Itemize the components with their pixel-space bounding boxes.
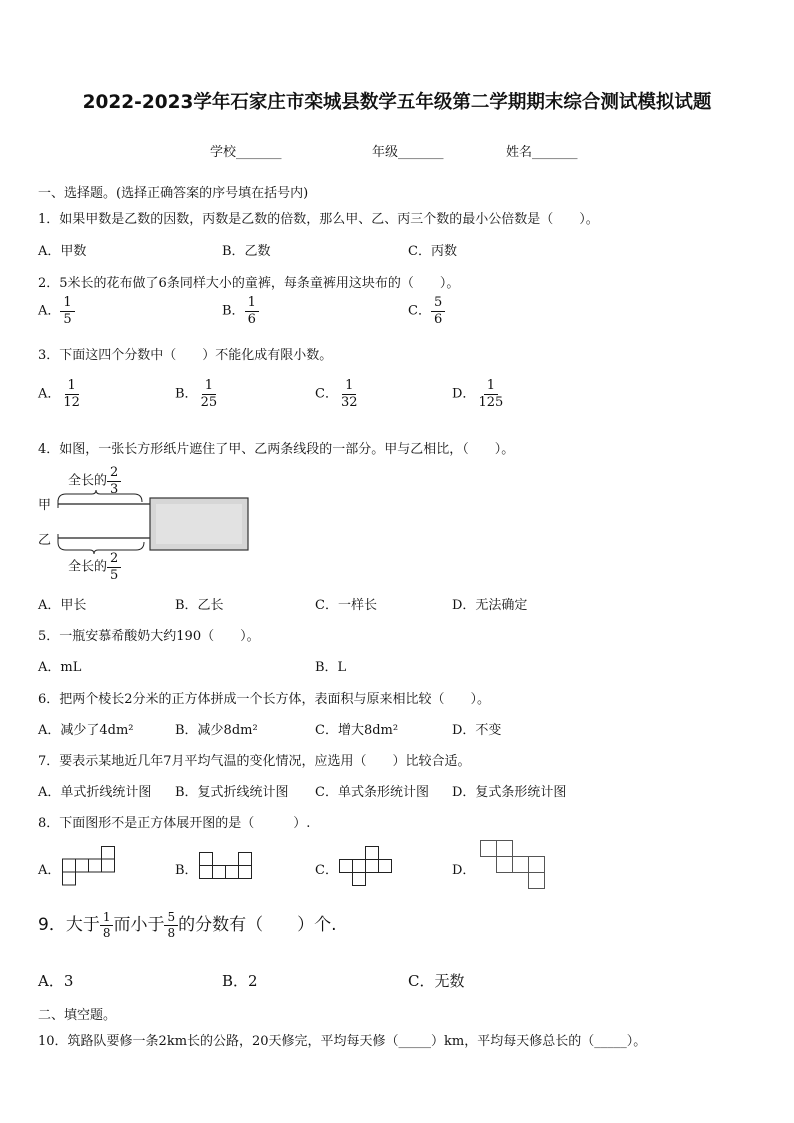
q8-net-a: [62, 846, 118, 886]
q4-option-a: A．甲长: [38, 598, 87, 613]
q8-option-d-label: D．: [452, 863, 476, 878]
q8-option-c-label: C．: [315, 863, 338, 878]
q5-option-b: B．L: [315, 660, 347, 675]
q9-option-c: C．无数: [408, 972, 465, 990]
q8-option-a-label: A．: [38, 863, 61, 878]
q1-option-b: B．乙数: [222, 244, 271, 259]
q8-option-b-label: B．: [175, 863, 198, 878]
q9-option-b: B．2: [222, 972, 258, 990]
q7-option-a: A．单式折线统计图: [38, 785, 152, 800]
q4-label-jia: 甲: [38, 498, 52, 513]
q3-stem: 3．下面这四个分数中（ ）不能化成有限小数。: [38, 348, 333, 363]
q8-net-c: [339, 846, 395, 888]
q2-option-a: A． $\frac{1}{5}$: [38, 296, 75, 326]
q8-stem: 8．下面图形不是正方体展开图的是（ ）.: [38, 816, 311, 831]
q6-option-a: A．减少了4dm²: [38, 723, 134, 738]
q1-option-a: A．甲数: [38, 244, 87, 259]
q9-option-a: A．3: [38, 972, 74, 990]
q4-top-label: 全长的 $\frac{2}{3}$: [68, 466, 121, 496]
q2-option-c: C． $\frac{5}{6}$: [408, 296, 445, 326]
q4-segment-figure: [38, 466, 258, 581]
q6-option-c: C．增大8dm²: [315, 723, 399, 738]
q3-option-d: D． $\frac{1}{125}$: [452, 378, 504, 410]
q9-stem: 9．大于 $\frac{1}{8}$ 而小于 $\frac{5}{8}$ 的分数有（ ）个.: [38, 909, 337, 940]
page-title: 2022-2023学年石家庄市栾城县数学五年级第二学期期末综合测试模拟试题: [82, 92, 712, 113]
q6-option-d: D．不变: [452, 723, 502, 738]
q10-stem: 10．筑路队要修一条2km长的公路，20天修完，平均每天修（_____）km，平均每天修总长的（_____）。: [38, 1034, 647, 1049]
q6-option-b: B．减少8dm²: [175, 723, 258, 738]
q8-net-d: [480, 840, 548, 892]
q1-option-c: C．丙数: [408, 244, 457, 259]
q6-stem: 6．把两个棱长2分米的正方体拼成一个长方体，表面积与原来相比较（ ）。: [38, 692, 491, 707]
school-field: 学校_______: [210, 145, 282, 160]
section-fill-heading: 二、填空题。: [38, 1008, 117, 1023]
q1-stem: 1．如果甲数是乙数的因数，丙数是乙数的倍数，那么甲、乙、丙三个数的最小公倍数是（ ）。: [38, 212, 599, 227]
q5-stem: 5．一瓶安慕希酸奶大约190（ ）。: [38, 629, 260, 644]
section-choice-heading: 一、选择题。(选择正确答案的序号填在括号内): [38, 186, 309, 201]
q4-option-d: D．无法确定: [452, 598, 528, 613]
q2-stem: 2．5米长的花布做了6条同样大小的童裤，每条童裤用这块布的（ ）。: [38, 276, 460, 291]
q8-net-b: [199, 852, 255, 882]
grade-field: 年级_______: [372, 145, 444, 160]
q7-option-c: C．单式条形统计图: [315, 785, 429, 800]
q5-option-a: A．mL: [38, 660, 82, 675]
q3-option-a: A． $\frac{1}{12}$: [38, 378, 80, 410]
q2-option-b: B． $\frac{1}{6}$: [222, 296, 259, 326]
q3-option-b: B． $\frac{1}{25}$: [175, 378, 218, 410]
q4-bottom-label: 全长的 $\frac{2}{5}$: [68, 552, 121, 582]
q7-option-d: D．复式条形统计图: [452, 785, 567, 800]
q4-label-yi: 乙: [38, 533, 52, 548]
q4-stem: 4．如图，一张长方形纸片遮住了甲、乙两条线段的一部分。甲与乙相比，（ ）。: [38, 442, 515, 457]
q3-option-c: C． $\frac{1}{32}$: [315, 378, 358, 410]
q7-option-b: B．复式折线统计图: [175, 785, 289, 800]
name-field: 姓名_______: [506, 145, 578, 160]
q4-option-b: B．乙长: [175, 598, 224, 613]
q7-stem: 7．要表示某地近几年7月平均气温的变化情况，应选用（ ）比较合适。: [38, 754, 471, 769]
q4-option-c: C．一样长: [315, 598, 377, 613]
